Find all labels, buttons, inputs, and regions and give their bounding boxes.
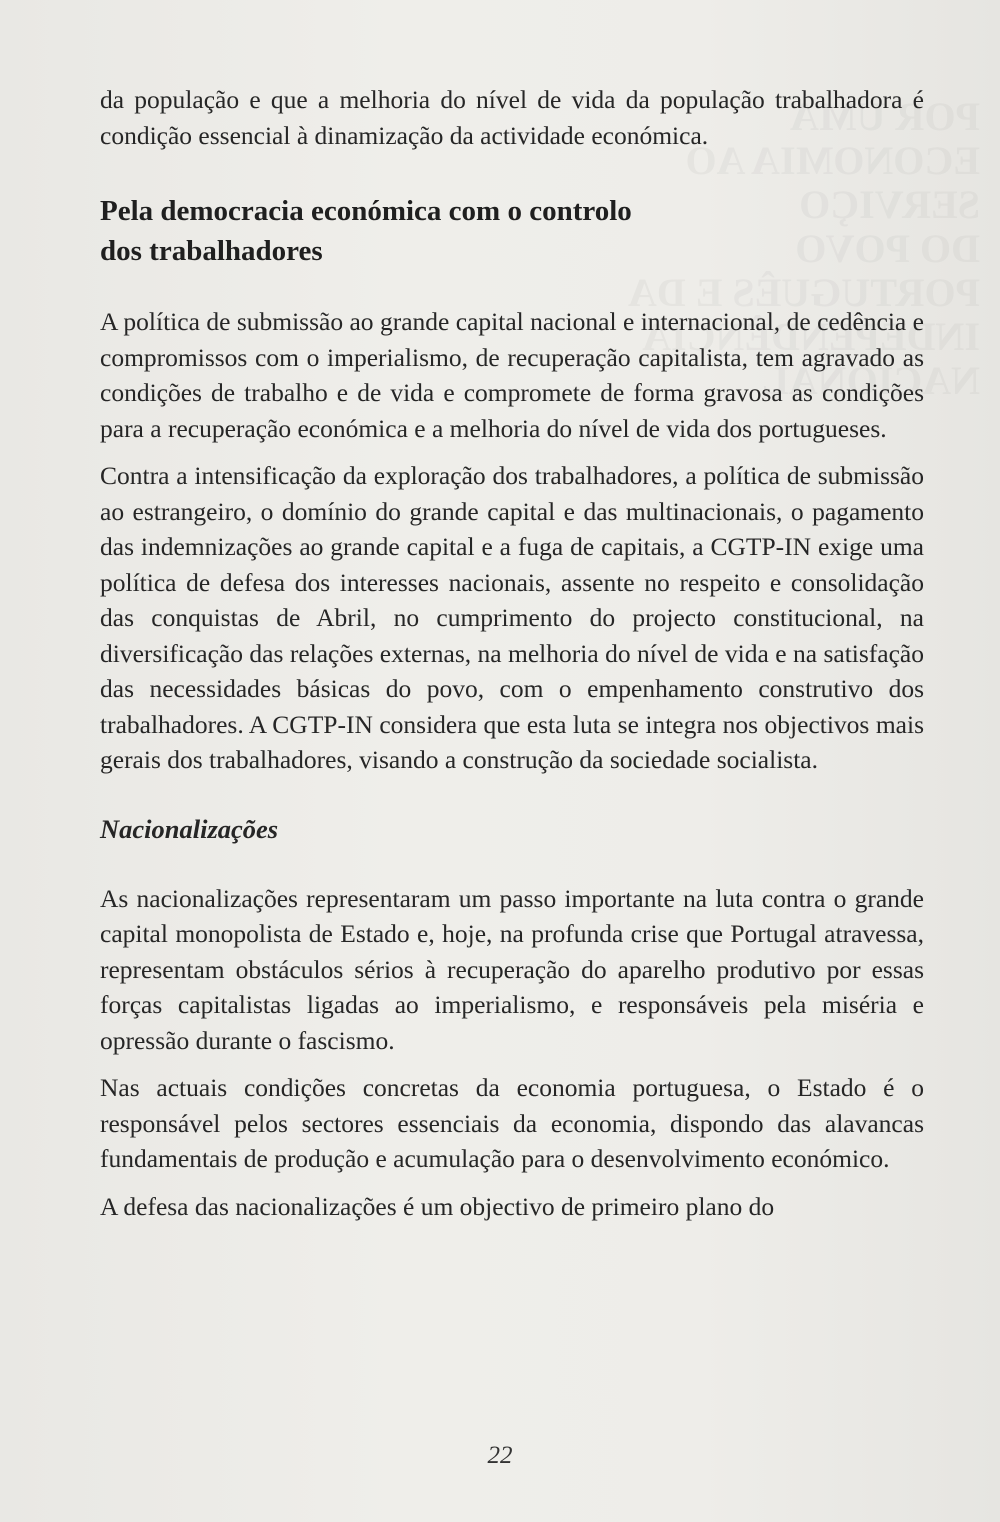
section-heading-line-1: Pela democracia económica com o controlo	[100, 195, 632, 227]
section-heading-line-2: dos trabalhadores	[100, 235, 323, 267]
paragraph-actuais-condicoes: Nas actuais condições concretas da economia portuguesa, o Estado é o responsável pelos sectores essenciais da economia, dispondo das alavancas fundamentais de produção e acumulação para o desenvolvimento económico.	[100, 1073, 924, 1173]
section-heading-nacionalizacoes: Nacionalizações	[100, 813, 279, 844]
section-heading-democracia	[100, 191, 924, 271]
page-content	[100, 82, 924, 1224]
paragraph-submissao: A política de submissão ao grande capital nacional e internacional, de cedência e compromissos com o imperialismo, de recuperação capitalista, tem agravado as condições de trabalho e de vida e compromete de forma gravosa as condições para a recuperação económica e a melhoria do nível de vida dos portugueses.	[100, 307, 924, 443]
paragraph-intro: da população e que a melhoria do nível de vida da população trabalhadora é condição essencial à dinamização da actividade económica.	[100, 85, 924, 150]
paragraph-contra: Contra a intensificação da exploração dos trabalhadores, a política de submissão ao estrangeiro, o domínio do grande capital e das multinacionais, o pagamento das indemnizações ao grande capital e a fuga de capitais, a CGTP-IN exige uma política de defesa dos interesses nacionais, assente no respeito e consolidação das conquistas de Abril, no cumprimento do projecto constitucional, na diversificação das relações externas, na melhoria do nível de vida e na satisfação das necessidades básicas do povo, com o empenhamento construtivo dos trabalhadores. A CGTP-IN considera que esta luta se integra nos objectivos mais gerais dos trabalhadores, visando a construção da sociedade socialista.	[100, 461, 924, 774]
page-number: 22	[487, 1442, 513, 1469]
paragraph-defesa: A defesa das nacionalizações é um objectivo de primeiro plano do	[100, 1191, 775, 1221]
paragraph-nacionalizacoes: As nacionalizações representaram um passo importante na luta contra o grande capital monopolista de Estado e, hoje, na profunda crise que Portugal atravessa, representam obstáculos sérios à recuperação do aparelho produtivo por essas forças capitalistas ligadas ao imperialismo, e responsáveis pela miséria e opressão durante o fascismo.	[100, 883, 924, 1055]
